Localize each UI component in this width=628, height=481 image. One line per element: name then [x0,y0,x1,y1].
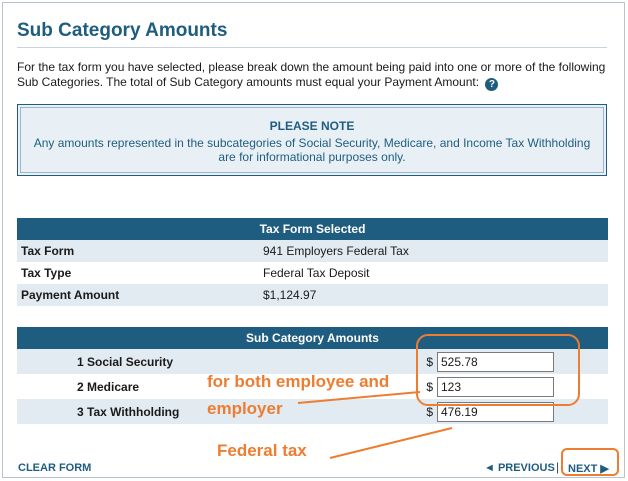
tax-form-label: Tax Form [21,244,75,258]
currency-symbol: $ [426,379,433,394]
intro-text-body: For the tax form you have selected, please break down the amount being paid into one or more of the following Sub Categories. The total of Sub Category amounts must equal your Payment Amount: [17,60,606,89]
currency-symbol: $ [426,404,433,419]
note-text: Any amounts represented in the subcategories of Social Security, Medicare, and Income Tax Withholding are for informational purposes only. [33,136,591,164]
note-title: PLEASE NOTE [269,119,355,133]
help-icon[interactable]: ? [485,78,498,91]
annotation-arrow-withholding [330,428,452,458]
medicare-label: 2 Medicare [77,379,140,394]
tax-form-value: 941 Employers Federal Tax [263,244,409,258]
tax-type-value: Federal Tax Deposit [263,266,370,280]
payment-amount-label: Payment Amount [21,288,120,302]
social-security-label: 1 Social Security [77,354,174,369]
footer-separator: | [556,460,560,474]
currency-symbol: $ [426,354,433,369]
payment-amount-value: $1,124.97 [263,288,317,302]
next-link[interactable]: NEXT ▶ [568,463,609,475]
tax-withholding-label: 3 Tax Withholding [77,404,180,419]
annotation-arrow-medicare [298,392,420,403]
annotation-federal-tax: Federal tax [217,441,307,460]
tax-type-label: Tax Type [21,266,72,280]
page-title: Sub Category Amounts [17,20,228,41]
annotation-line-2: employer [207,399,283,418]
previous-link[interactable]: ◄ PREVIOUS [484,462,555,474]
tax-form-table-header: Tax Form Selected [259,222,366,236]
clear-form-link[interactable]: CLEAR FORM [18,462,92,474]
sub-category-table-header: Sub Category Amounts [246,331,379,345]
annotation-line-1: for both employee and [207,372,390,391]
